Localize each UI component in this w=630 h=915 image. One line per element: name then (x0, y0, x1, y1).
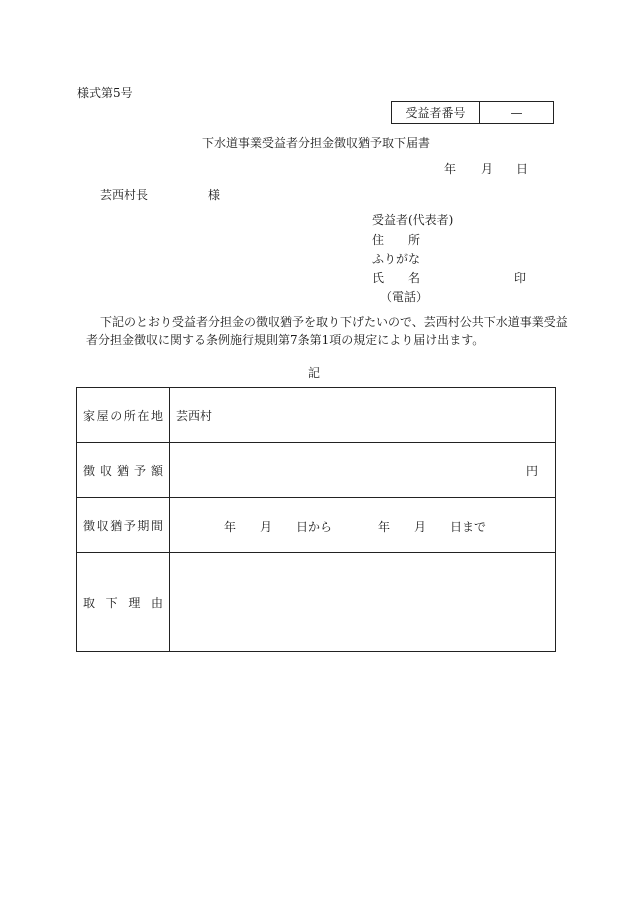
reason-char: 下 (105, 595, 118, 610)
date-day[interactable]: 日 (516, 162, 529, 176)
recipient-number-value[interactable]: — (510, 105, 523, 120)
location-char: 屋 (96, 408, 109, 423)
period-char: 徴 (83, 518, 96, 533)
addressee-honorific: 様 (208, 188, 221, 202)
addressee-name: 芸西村長 (100, 188, 149, 202)
location-char: 家 (83, 408, 96, 423)
period-year-to: 年 (378, 520, 391, 534)
amount-char: 額 (150, 463, 163, 478)
seal-mark: 印 (514, 271, 527, 285)
location-value[interactable]: 芸西村 (170, 388, 556, 443)
period-char: 期 (137, 518, 150, 533)
reason-header (77, 553, 170, 652)
document-title: 下水道事業受益者分担金徴収猶予取下届書 (202, 136, 431, 150)
date-month[interactable]: 月 (481, 162, 494, 176)
reason-char: 理 (128, 595, 141, 610)
applicant-label: 受益者(代表者) (372, 213, 454, 227)
period-value[interactable] (170, 498, 556, 553)
name-label[interactable]: 氏 名 (372, 271, 421, 285)
amount-value[interactable]: 円 (170, 443, 556, 498)
body-paragraph: 下記のとおり受益者分担金の徴収猶予を取り下げたいので、芸西村公共下水道事業受益者分担金徴収に関する条例施行規則第7条第1項の規定により届け出ます。 (86, 315, 568, 347)
location-header (77, 388, 170, 443)
period-char: 収 (96, 518, 109, 533)
period-year-from: 年 (224, 520, 237, 534)
period-char: 間 (150, 518, 163, 533)
date-year[interactable]: 年 (444, 162, 457, 176)
amount-char: 猶 (116, 463, 129, 478)
reason-value[interactable] (170, 553, 556, 652)
period-header (77, 498, 170, 553)
location-char: の (110, 408, 123, 423)
reason-char: 取 (83, 595, 96, 610)
period-char: 予 (123, 518, 136, 533)
amount-row (77, 443, 556, 498)
amount-char: 収 (99, 463, 112, 478)
period-month-to: 月 (414, 520, 427, 534)
location-char: 在 (137, 408, 150, 423)
location-char: 地 (150, 408, 163, 423)
location-char: 所 (123, 408, 136, 423)
period-row (77, 498, 556, 553)
period-day-to: 日まで (450, 520, 487, 534)
amount-header (77, 443, 170, 498)
form-number: 様式第5号 (77, 86, 133, 100)
amount-char: 予 (133, 463, 146, 478)
location-row (77, 388, 556, 443)
details-table (76, 387, 556, 652)
amount-char: 徴 (83, 463, 96, 478)
period-day-from: 日から (296, 520, 333, 534)
period-char: 猶 (110, 518, 123, 533)
ki-heading: 記 (308, 366, 321, 380)
reason-char: 由 (150, 595, 163, 610)
recipient-number-box (391, 101, 554, 124)
address-label[interactable]: 住 所 (372, 233, 421, 247)
recipient-number-label: 受益者番号 (392, 102, 480, 123)
reason-row (77, 553, 556, 652)
phone-label[interactable]: （電話） (380, 290, 429, 304)
period-month-from: 月 (260, 520, 273, 534)
furigana-label[interactable]: ふりがな (372, 252, 421, 266)
